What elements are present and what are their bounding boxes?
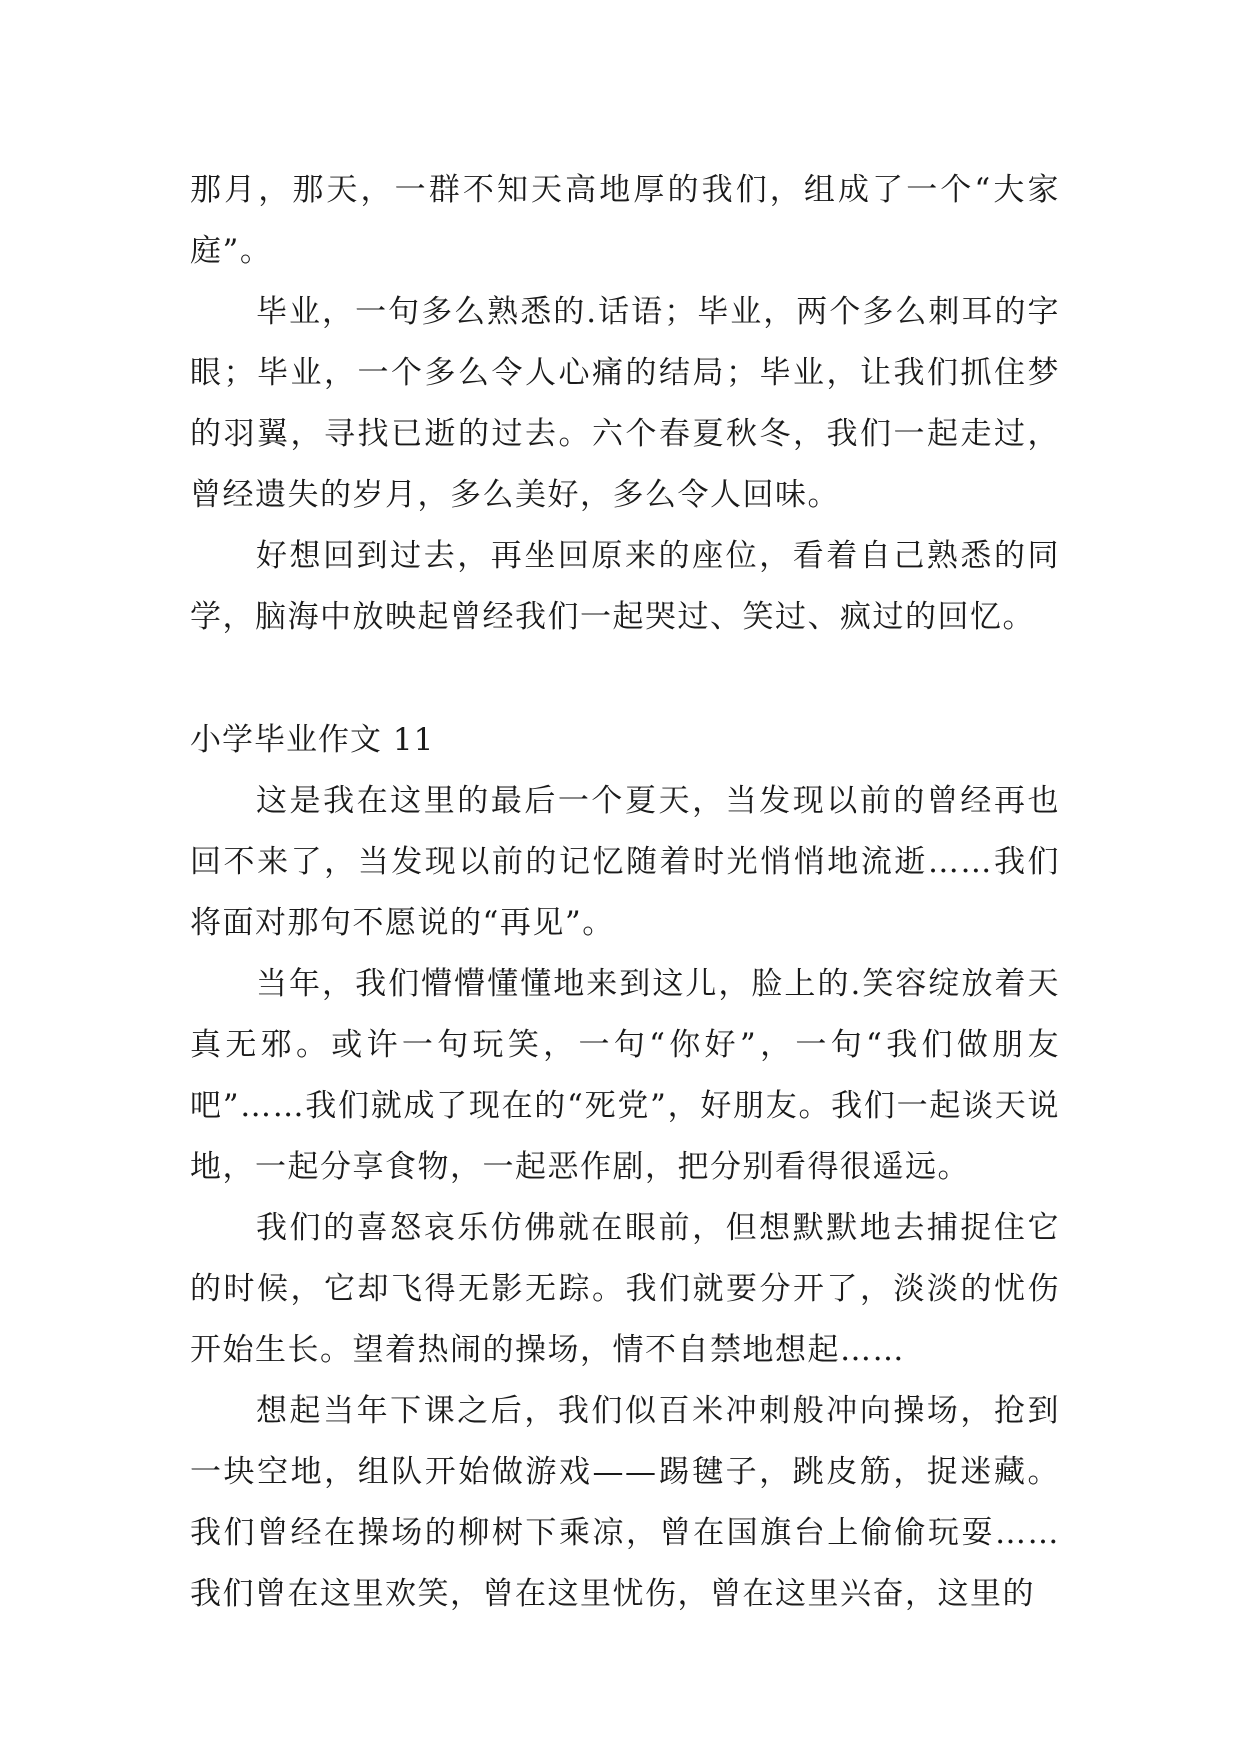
paragraph: 好想回到过去，再坐回原来的座位，看着自己熟悉的同学，脑海中放映起曾经我们一起哭过、笑过、疯过的回忆。 [190,538,1060,635]
paragraph: 毕业，一句多么熟悉的.话语；毕业，两个多么刺耳的字眼；毕业，一个多么令人心痛的结局；毕业，让我们抓住梦的羽翼，寻找已逝的过去。六个春夏秋冬，我们一起走过，曾经遗失的岁月，多么美好，多么令人回味。 [190,294,1060,513]
document-page [190,160,1060,1625]
paragraph: 这是我在这里的最后一个夏天，当发现以前的曾经再也回不来了，当发现以前的记忆随着时光悄悄地流逝……我们将面对那句不愿说的“再见”。 [190,783,1060,941]
paragraph: 那月，那天，一群不知天高地厚的我们，组成了一个“大家庭”。 [190,172,1060,269]
section-heading: 小学毕业作文 11 [190,722,435,758]
section-gap [190,648,1060,710]
paragraph: 想起当年下课之后，我们似百米冲刺般冲向操场，抢到一块空地，组队开始做游戏——踢毽子，跳皮筋，捉迷藏。我们曾经在操场的柳树下乘凉，曾在国旗台上偷偷玩耍……我们曾在这里欢笑，曾在这里忧伤，曾在这里兴奋，这里的 [190,1393,1060,1612]
paragraph: 我们的喜怒哀乐仿佛就在眼前，但想默默地去捕捉住它的时候，它却飞得无影无踪。我们就要分开了，淡淡的忧伤开始生长。望着热闹的操场，情不自禁地想起…… [190,1210,1060,1368]
paragraph: 当年，我们懵懵懂懂地来到这儿，脸上的.笑容绽放着天真无邪。或许一句玩笑，一句“你好”，一句“我们做朋友吧”……我们就成了现在的“死党”，好朋友。我们一起谈天说地，一起分享食物，一起恶作剧，把分别看得很遥远。 [190,966,1060,1185]
